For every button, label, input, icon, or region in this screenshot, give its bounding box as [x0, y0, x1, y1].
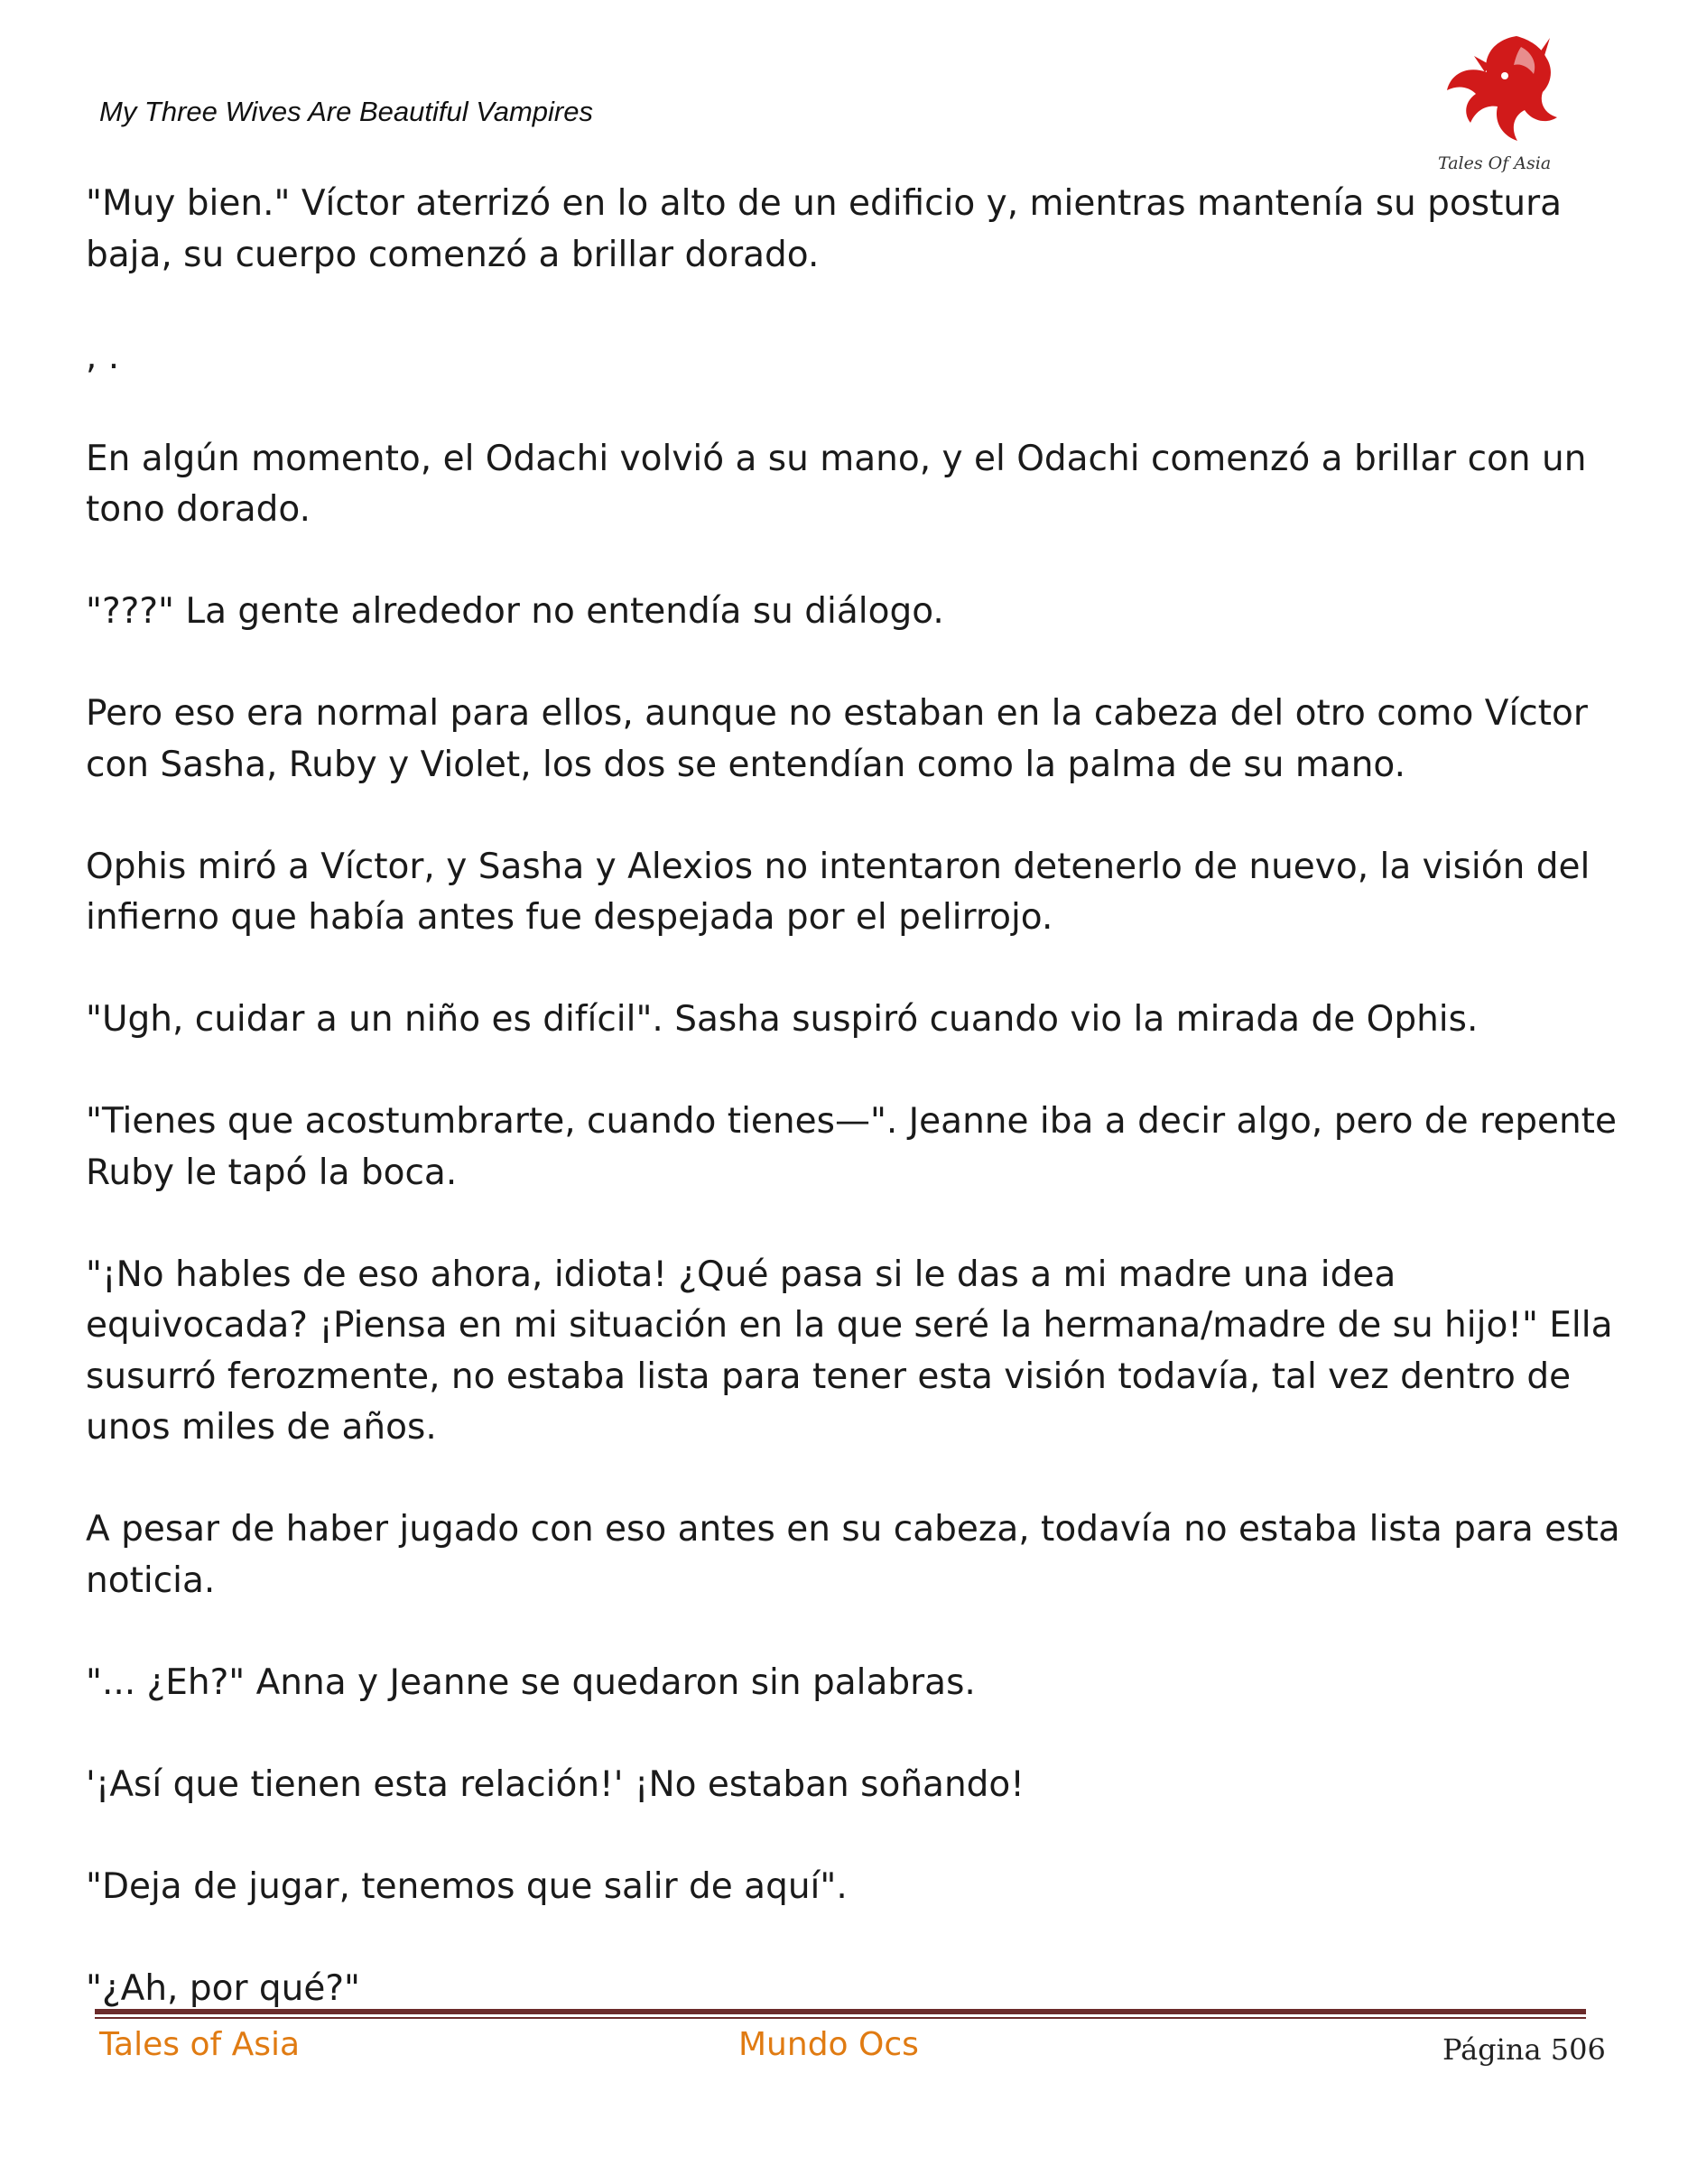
paragraph: "¡No hables de eso ahora, idiota! ¿Qué pasa si le das a mi madre una idea equivocada? ¡Piensa en mi situación en la que seré la hermana/madre de su hijo!" Ella susurró ferozmente, no estaba lista para tener esta visión todavía, tal vez dentro de unos miles de años. — [86, 1254, 1613, 1448]
paragraph: "Ugh, cuidar a un niño es difícil". Sasha suspiró cuando vio la mirada de Ophis. — [86, 999, 1479, 1040]
paragraph: , . — [86, 336, 120, 377]
paragraph: "... ¿Eh?" Anna y Jeanne se quedaron sin palabras. — [86, 1661, 976, 1703]
tales-of-asia-logo — [1431, 20, 1566, 178]
footer-divider — [95, 2009, 1586, 2019]
paragraph: "Tienes que acostumbrarte, cuando tienes—". Jeanne iba a decir algo, pero de repente Ruby le tapó la boca. — [86, 1101, 1617, 1193]
paragraph: '¡Así que tienen esta relación!' ¡No estaban soñando! — [86, 1763, 1025, 1805]
page-number: Página 506 — [1442, 2032, 1606, 2067]
paragraph: "Deja de jugar, tenemos que salir de aquí". — [86, 1865, 848, 1907]
logo-caption: Tales Of Asia — [1438, 153, 1552, 173]
document-header-title: My Three Wives Are Beautiful Vampires — [99, 96, 593, 127]
paragraph: Ophis miró a Víctor, y Sasha y Alexios no intentaron detenerlo de nuevo, la visión del infierno que había antes fue despejada por el pelirrojo. — [86, 846, 1591, 938]
paragraph: "Muy bien." Víctor aterrizó en lo alto de un edificio y, mientras mantenía su postura baja, su cuerpo comenzó a brillar dorado. — [86, 183, 1563, 275]
paragraph: Pero eso era normal para ellos, aunque no estaban en la cabeza del otro como Víctor con Sasha, Ruby y Violet, los dos se entendían como la palma de su mano. — [86, 693, 1588, 785]
paragraph: A pesar de haber jugado con eso antes en su cabeza, todavía no estaba lista para esta noticia. — [86, 1509, 1620, 1601]
paragraph: "???" La gente alrededor no entendía su diálogo. — [86, 591, 944, 632]
footer-site: Mundo Ocs — [738, 2026, 919, 2063]
paragraph: En algún momento, el Odachi volvió a su mano, y el Odachi comenzó a brillar con un tono dorado. — [86, 438, 1587, 530]
footer-publisher: Tales of Asia — [99, 2026, 301, 2063]
page-body — [86, 179, 1620, 2066]
paragraph: "¿Ah, por qué?" — [86, 1967, 360, 2009]
